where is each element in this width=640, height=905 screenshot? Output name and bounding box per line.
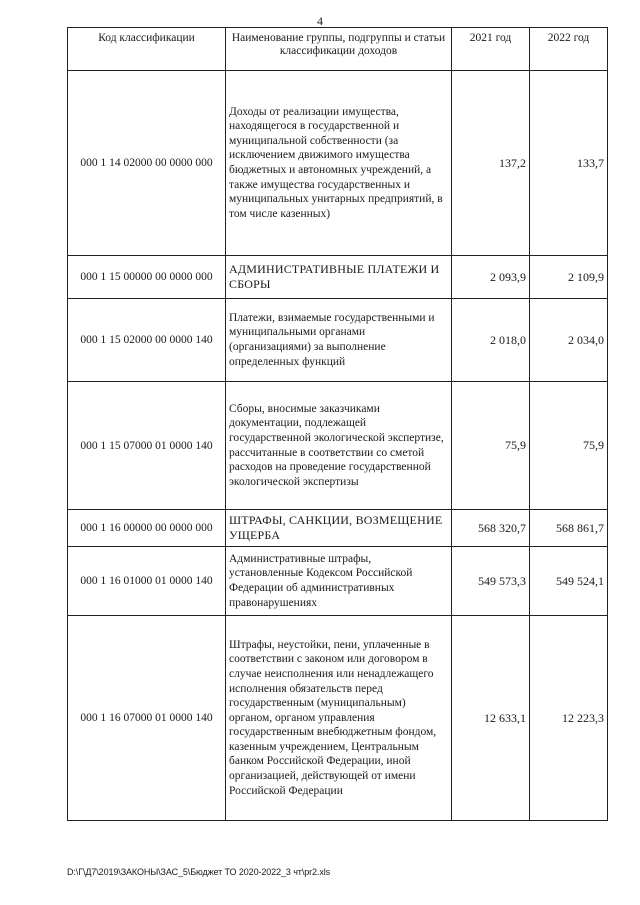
header-code: Код классификации — [68, 28, 226, 71]
budget-revenue-table — [67, 27, 608, 821]
row-value-2022: 133,7 — [530, 71, 608, 256]
row-code: 000 1 15 07000 01 0000 140 — [68, 382, 226, 510]
table-row — [68, 547, 608, 616]
row-name: АДМИНИСТРАТИВНЫЕ ПЛАТЕЖИ И СБОРЫ — [226, 256, 452, 299]
row-name: Административные штрафы, установленные Кодексом Российской Федерации об административных правонарушениях — [226, 547, 452, 616]
row-name: Сборы, вносимые заказчиками документации, подлежащей государственной экологической экспертизе, рассчитанные в соответствии со сметой расходов на проведение государственной экологической экспертизы — [226, 382, 452, 510]
row-value-2021: 549 573,3 — [452, 547, 530, 616]
row-code: 000 1 16 07000 01 0000 140 — [68, 616, 226, 821]
table-row — [68, 299, 608, 382]
row-code: 000 1 14 02000 00 0000 000 — [68, 71, 226, 256]
row-value-2022: 2 034,0 — [530, 299, 608, 382]
file-path-footer: D:\Г\Д7\2019\ЗАКОНЫ\ЗАС_5\Бюджет ТО 2020-2022_3 чт\pr2.xls — [67, 867, 331, 877]
row-value-2022: 549 524,1 — [530, 547, 608, 616]
header-2022: 2022 год — [530, 28, 608, 71]
header-2021: 2021 год — [452, 28, 530, 71]
row-value-2021: 12 633,1 — [452, 616, 530, 821]
page-number: 4 — [317, 14, 323, 28]
table-row — [68, 71, 608, 256]
header-name: Наименование группы, подгруппы и статьи классификации доходов — [226, 28, 452, 71]
row-code: 000 1 16 00000 00 0000 000 — [68, 510, 226, 547]
row-name: Платежи, взимаемые государственными и муниципальными органами (организациями) за выполнение определенных функций — [226, 299, 452, 382]
row-name: Доходы от реализации имущества, находящегося в государственной и муниципальной собственности (за исключением движимого имущества бюджетных и автономных учреждений, а также имущества государственных и муниципальных унитарных предприятий, в том числе казенных) — [226, 71, 452, 256]
table-row — [68, 510, 608, 547]
table-row — [68, 616, 608, 821]
row-value-2022: 75,9 — [530, 382, 608, 510]
row-value-2021: 75,9 — [452, 382, 530, 510]
row-value-2021: 568 320,7 — [452, 510, 530, 547]
row-name: ШТРАФЫ, САНКЦИИ, ВОЗМЕЩЕНИЕ УЩЕРБА — [226, 510, 452, 547]
row-value-2021: 137,2 — [452, 71, 530, 256]
table-row — [68, 256, 608, 299]
row-value-2022: 2 109,9 — [530, 256, 608, 299]
row-code: 000 1 16 01000 01 0000 140 — [68, 547, 226, 616]
row-code: 000 1 15 00000 00 0000 000 — [68, 256, 226, 299]
row-code: 000 1 15 02000 00 0000 140 — [68, 299, 226, 382]
table-row — [68, 382, 608, 510]
row-value-2022: 568 861,7 — [530, 510, 608, 547]
row-value-2021: 2 093,9 — [452, 256, 530, 299]
table-header-row — [68, 28, 608, 71]
row-value-2022: 12 223,3 — [530, 616, 608, 821]
row-value-2021: 2 018,0 — [452, 299, 530, 382]
row-name: Штрафы, неустойки, пени, уплаченные в соответствии с законом или договором в случае неисполнения или ненадлежащего исполнения обязательств перед государственным (муниципальным) органом, органом управления государственным внебюджетным фондом, казенным учреждением, Центральным банком Российской Федерации, иной организацией, действующей от имени Российской Федерации — [226, 616, 452, 821]
